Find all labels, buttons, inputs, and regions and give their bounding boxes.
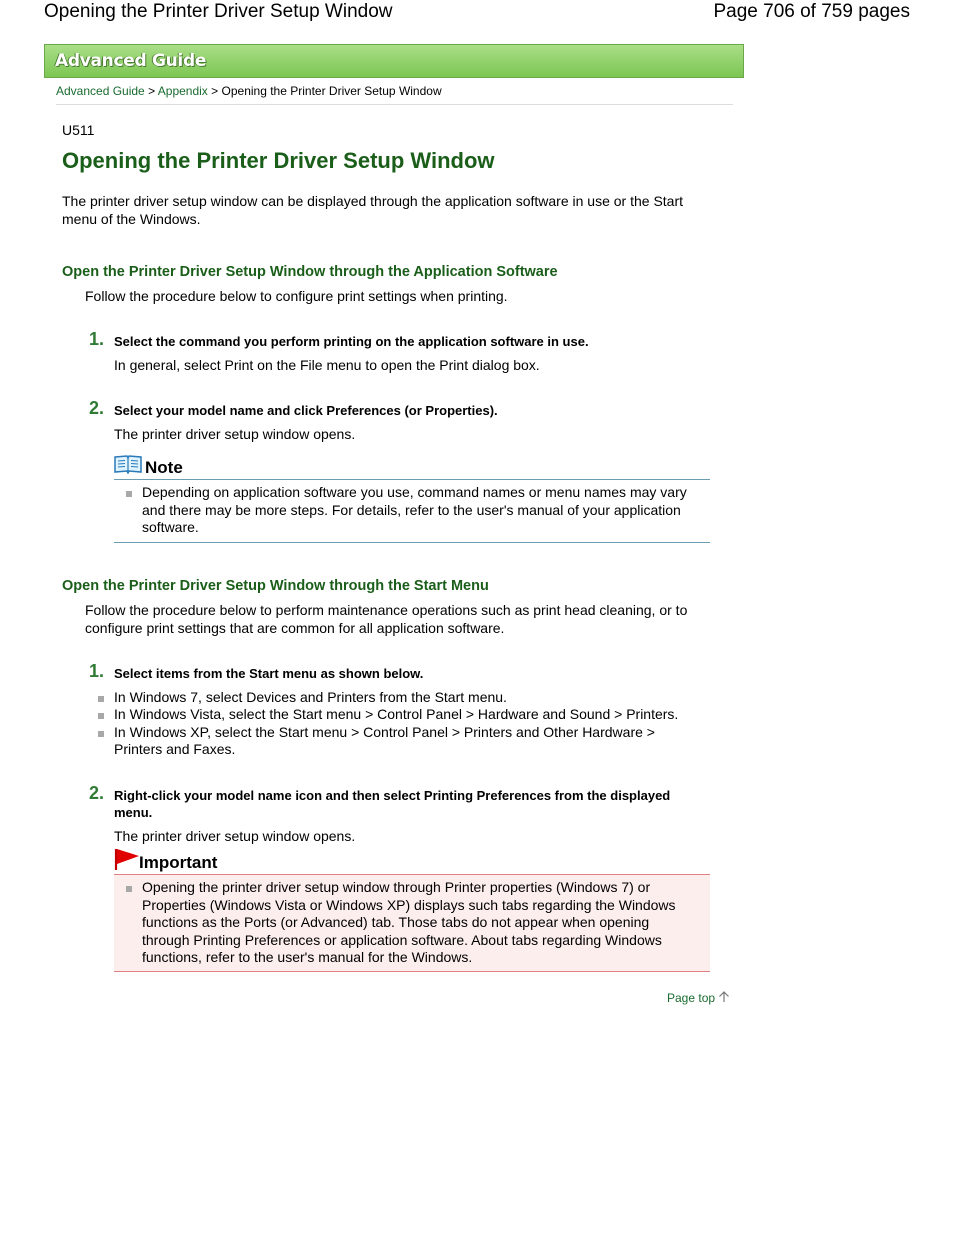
note-bottom-rule	[114, 542, 710, 543]
page-code: U511	[62, 122, 95, 138]
step-title-line1: Right-click your model name icon and then select Printing Preferences from the displayed	[114, 788, 671, 803]
breadcrumb-current: Opening the Printer Driver Setup Window	[221, 84, 442, 98]
note-text-line1: Depending on application software you use, command names or menu names may vary	[142, 484, 687, 500]
step-title: Select the command you perform printing on the application software in use.	[114, 334, 589, 349]
note-text-line3: software.	[142, 519, 199, 535]
page-counter: Page 706 of 759 pages	[713, 1, 910, 22]
step-number: 1.	[89, 329, 105, 349]
important-text-line5: functions, refer to the user's manual for the Windows.	[142, 949, 473, 965]
step-number: 2.	[89, 398, 105, 418]
step-title-line2: menu.	[114, 805, 153, 820]
note-top-rule	[114, 479, 710, 480]
step-body: The printer driver setup window opens.	[114, 426, 356, 442]
banner-label: Advanced Guide	[55, 51, 207, 71]
section-description-line2: configure print settings that are common for all application software.	[85, 620, 505, 636]
breadcrumb-link-appendix[interactable]: Appendix	[157, 84, 208, 98]
step-number: 2.	[89, 783, 105, 803]
important-text-line3: functions as the Ports (or Advanced) tab. Those tabs do not appear when opening	[142, 914, 650, 930]
important-text-line1: Opening the printer driver setup window through Printer properties (Windows 7) or	[142, 879, 651, 895]
bullet-icon	[126, 491, 132, 497]
note-text-line2: and there may be more steps. For details, refer to the user's manual of your application	[142, 502, 681, 518]
step-title: Select items from the Start menu as shown below.	[114, 666, 424, 681]
breadcrumb	[56, 84, 442, 98]
arrow-up-icon	[718, 991, 730, 1006]
intro-text-line2: menu of the Windows.	[62, 211, 201, 227]
list-item-continued: Printers and Faxes.	[114, 741, 236, 757]
step-body: The printer driver setup window opens.	[114, 828, 356, 844]
section-description-line1: Follow the procedure below to perform maintenance operations such as print head cleaning, or to	[85, 602, 688, 618]
section-description: Follow the procedure below to configure print settings when printing.	[85, 288, 508, 304]
divider	[56, 104, 733, 105]
bullet-icon	[126, 886, 132, 892]
list-item: In Windows XP, select the Start menu > Control Panel > Printers and Other Hardware >	[114, 724, 655, 740]
important-text-line4: through Printing Preferences or application software. About tabs regarding Windows	[142, 932, 662, 948]
important-text-line2: Properties (Windows Vista or Windows XP) displays such tabs regarding the Windows	[142, 897, 676, 913]
book-icon	[114, 454, 142, 479]
breadcrumb-link-advanced-guide[interactable]: Advanced Guide	[56, 84, 145, 98]
intro-text-line1: The printer driver setup window can be displayed through the application software in use or the Start	[62, 193, 684, 209]
bullet-icon	[98, 713, 104, 719]
breadcrumb-separator: >	[211, 84, 219, 98]
list-item: In Windows 7, select Devices and Printers from the Start menu.	[114, 689, 507, 705]
list-item: In Windows Vista, select the Start menu > Control Panel > Hardware and Sound > Printers.	[114, 706, 679, 722]
important-title: Important	[139, 853, 218, 872]
step-number: 1.	[89, 661, 105, 681]
page-top-label: Page top	[667, 991, 716, 1005]
step-title: Select your model name and click Preferences (or Properties).	[114, 403, 498, 418]
document-title: Opening the Printer Driver Setup Window	[44, 1, 393, 22]
flag-icon	[114, 848, 140, 875]
section-heading-application: Open the Printer Driver Setup Window through the Application Software	[62, 264, 558, 280]
advanced-guide-banner	[44, 44, 744, 78]
bullet-icon	[98, 696, 104, 702]
page-title: Opening the Printer Driver Setup Window	[62, 148, 495, 173]
breadcrumb-separator: >	[148, 84, 156, 98]
bullet-icon	[98, 731, 104, 737]
page-top-link[interactable]	[667, 991, 730, 1006]
step-body: In general, select Print on the File menu to open the Print dialog box.	[114, 357, 540, 373]
note-title: Note	[145, 458, 183, 477]
section-heading-start-menu: Open the Printer Driver Setup Window through the Start Menu	[62, 578, 489, 594]
